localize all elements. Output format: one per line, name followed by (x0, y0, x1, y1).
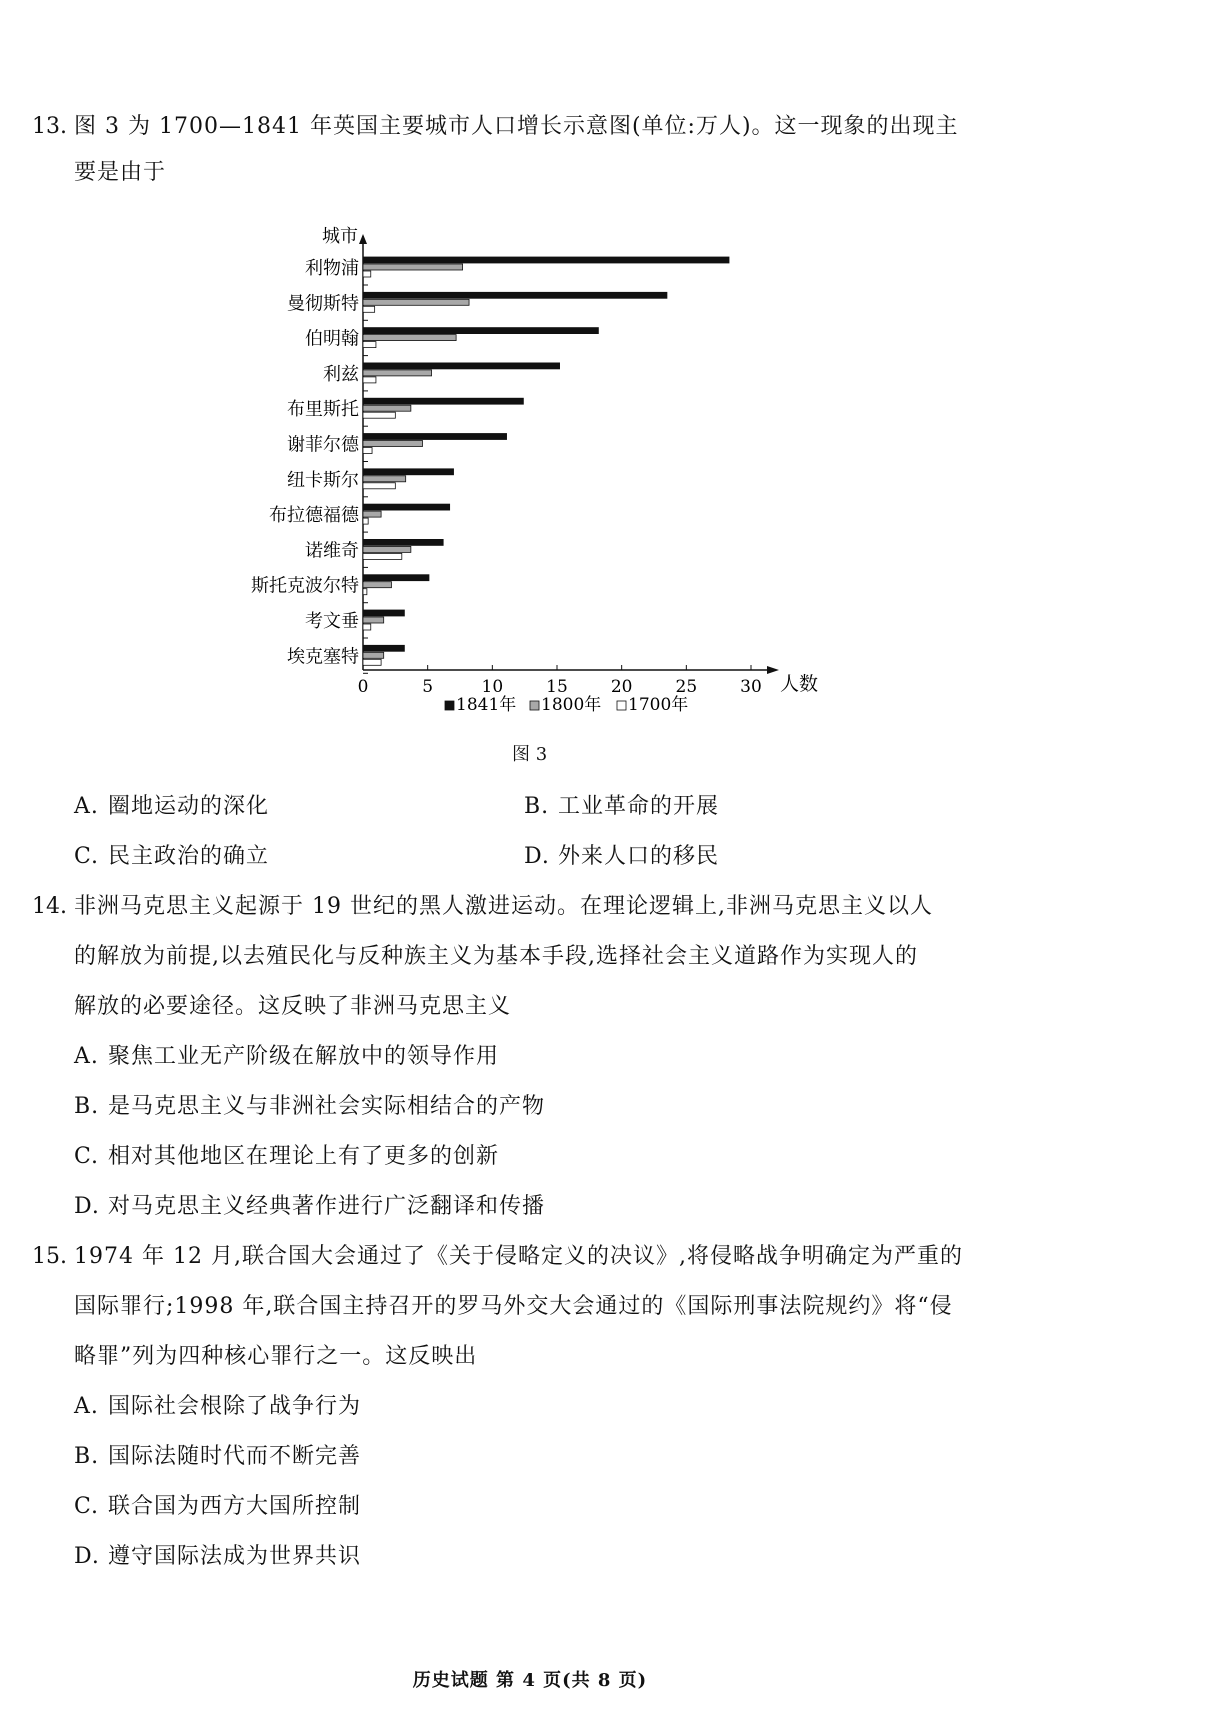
category-label: 利兹 (323, 363, 359, 385)
bar-1841年-布里斯托 (363, 398, 523, 404)
question-15-stem-line-1: 1974 年 12 月,联合国大会通过了《关于侵略定义的决议》,将侵略战争明确定为严重的 (74, 1244, 963, 1269)
x-tick-label: 30 (740, 677, 762, 697)
option-key: A. (74, 794, 99, 819)
x-tick-label: 25 (675, 677, 698, 697)
option-text: 对马克思主义经典著作进行广泛翻译和传播 (108, 1194, 546, 1219)
y-axis-label: 城市 (322, 226, 358, 247)
bar-1800年-布里斯托 (363, 405, 411, 411)
bar-1841年-斯托克波尔特 (363, 575, 429, 581)
category-label: 曼彻斯特 (287, 293, 359, 315)
category-label: 埃克塞特 (287, 646, 359, 668)
option-key: B. (524, 794, 550, 819)
bar-1841年-伯明翰 (363, 328, 598, 334)
y-axis-arrow (359, 234, 367, 244)
bar-1700年-纽卡斯尔 (363, 483, 395, 489)
bar-1700年-谢菲尔德 (363, 448, 372, 454)
category-label: 布里斯托 (287, 399, 359, 421)
bar-1800年-利兹 (363, 370, 432, 376)
option-key: C. (74, 1144, 100, 1169)
bar-1800年-考文垂 (363, 617, 384, 623)
x-axis-label: 人数 (780, 673, 819, 695)
legend-swatch-1841年 (445, 701, 454, 710)
bar-1800年-纽卡斯尔 (363, 476, 406, 482)
x-tick-label: 10 (481, 677, 504, 697)
option-key: B. (74, 1094, 100, 1119)
legend-swatch-1700年 (617, 701, 626, 710)
question-13-option-a[interactable] (74, 794, 269, 820)
legend-label-1841年: 1841年 (456, 695, 517, 715)
x-tick-label: 0 (357, 677, 369, 697)
legend-label-1800年: 1800年 (541, 695, 602, 715)
page-footer: 历史试题 第 4 页(共 8 页) (412, 1670, 648, 1691)
bar-1700年-曼彻斯特 (363, 306, 375, 312)
bar-1700年-考文垂 (363, 624, 371, 630)
option-text: 工业革命的开展 (558, 794, 720, 819)
x-tick-label: 5 (422, 677, 434, 697)
question-14-option-a[interactable] (74, 1044, 499, 1070)
option-key: A. (74, 1044, 99, 1069)
bar-1700年-诺维奇 (363, 553, 402, 559)
bar-1700年-埃克塞特 (363, 659, 381, 665)
option-key: D. (524, 844, 550, 869)
question-14-option-c[interactable] (74, 1144, 499, 1170)
question-15-option-d[interactable] (74, 1544, 361, 1570)
question-15-option-a[interactable] (74, 1394, 361, 1420)
category-label: 诺维奇 (305, 540, 359, 562)
question-15-number: 15. (32, 1244, 67, 1269)
question-13-option-b[interactable] (524, 794, 719, 820)
option-key: D. (74, 1194, 100, 1219)
option-key: C. (74, 844, 100, 869)
option-text: 国际社会根除了战争行为 (108, 1394, 362, 1419)
bar-1700年-斯托克波尔特 (363, 589, 367, 595)
option-key: A. (74, 1394, 99, 1419)
question-13-option-c[interactable] (74, 844, 269, 870)
bar-1800年-谢菲尔德 (363, 441, 422, 447)
bar-1700年-利兹 (363, 377, 376, 383)
option-text: 国际法随时代而不断完善 (108, 1444, 362, 1469)
bar-1841年-布拉德福德 (363, 504, 450, 510)
bar-1841年-考文垂 (363, 610, 404, 616)
bar-1841年-利物浦 (363, 257, 729, 263)
question-14-option-d[interactable] (74, 1194, 545, 1220)
option-text: 外来人口的移民 (558, 844, 720, 869)
bar-1800年-斯托克波尔特 (363, 582, 391, 588)
category-label: 布拉德福德 (269, 505, 359, 527)
bar-1800年-布拉德福德 (363, 511, 381, 517)
bar-1841年-曼彻斯特 (363, 292, 667, 298)
x-tick-label: 20 (610, 677, 633, 697)
question-14-stem-line-2: 的解放为前提,以去殖民化与反种族主义为基本手段,选择社会主义道路作为实现人的 (74, 944, 918, 969)
question-14-option-b[interactable] (74, 1094, 545, 1120)
bar-1800年-曼彻斯特 (363, 299, 469, 305)
question-13-stem-line-2: 要是由于 (74, 160, 167, 185)
bar-1700年-布拉德福德 (363, 518, 368, 524)
bar-1800年-诺维奇 (363, 546, 411, 552)
question-13-number: 13. (32, 114, 67, 139)
question-15-option-c[interactable] (74, 1494, 361, 1520)
bar-1800年-利物浦 (363, 264, 463, 270)
option-text: 民主政治的确立 (108, 844, 270, 869)
bar-1700年-布里斯托 (363, 412, 395, 418)
legend-label-1700年: 1700年 (628, 695, 689, 715)
bar-1841年-纽卡斯尔 (363, 469, 454, 475)
category-label: 谢菲尔德 (287, 434, 359, 456)
question-14-number: 14. (32, 894, 67, 919)
category-label: 伯明翰 (305, 328, 359, 350)
bar-1800年-埃克塞特 (363, 652, 384, 658)
option-text: 聚焦工业无产阶级在解放中的领导作用 (108, 1044, 500, 1069)
bar-1700年-伯明翰 (363, 342, 376, 348)
option-text: 圈地运动的深化 (108, 794, 270, 819)
category-label: 考文垂 (305, 611, 359, 632)
question-15-stem-line-3: 略罪”列为四种核心罪行之一。这反映出 (74, 1344, 478, 1369)
category-label: 斯托克波尔特 (251, 575, 359, 597)
option-text: 相对其他地区在理论上有了更多的创新 (108, 1144, 500, 1169)
bar-1700年-利物浦 (363, 271, 371, 277)
bar-1841年-诺维奇 (363, 539, 443, 545)
bar-1841年-利兹 (363, 363, 560, 369)
question-13-stem-line-1: 图 3 为 1700—1841 年英国主要城市人口增长示意图(单位:万人)。这一现象的出现主 (74, 114, 959, 139)
category-label: 利物浦 (305, 258, 359, 279)
option-key: B. (74, 1444, 100, 1469)
question-15-stem-line-2: 国际罪行;1998 年,联合国主持召开的罗马外交大会通过的《国际刑事法院规约》将“侵 (74, 1294, 953, 1319)
question-15-option-b[interactable] (74, 1444, 361, 1470)
population-bar-chart (0, 0, 1208, 760)
question-13-option-d[interactable] (524, 844, 719, 870)
option-key: C. (74, 1494, 100, 1519)
option-text: 是马克思主义与非洲社会实际相结合的产物 (108, 1094, 546, 1119)
question-14-stem-line-3: 解放的必要途径。这反映了非洲马克思主义 (74, 994, 512, 1019)
option-key: D. (74, 1544, 100, 1569)
bar-1800年-伯明翰 (363, 335, 456, 341)
figure-caption: 图 3 (512, 744, 548, 765)
x-tick-label: 15 (546, 677, 568, 697)
question-14-stem-line-1: 非洲马克思主义起源于 19 世纪的黑人激进运动。在理论逻辑上,非洲马克思主义以人 (74, 894, 933, 919)
option-text: 联合国为西方大国所控制 (108, 1494, 362, 1519)
x-axis-arrow (767, 666, 779, 674)
bar-1841年-埃克塞特 (363, 645, 404, 651)
bar-1841年-谢菲尔德 (363, 434, 507, 440)
category-label: 纽卡斯尔 (287, 469, 359, 491)
legend-swatch-1800年 (530, 701, 539, 710)
option-text: 遵守国际法成为世界共识 (108, 1544, 362, 1569)
